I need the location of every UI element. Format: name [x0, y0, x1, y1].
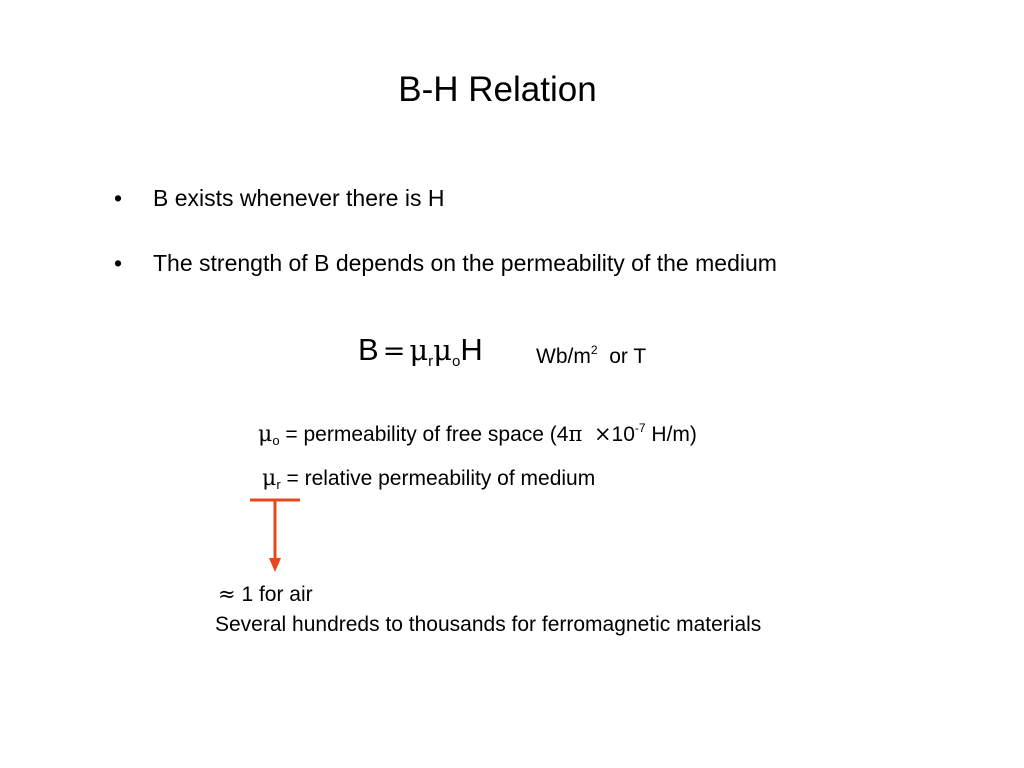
mu-r-text: = relative permeability of medium — [286, 467, 596, 490]
approx-symbol: ≈ — [218, 582, 236, 606]
pi-symbol: π — [568, 422, 583, 446]
mu-r-definition — [262, 465, 595, 499]
note-air-text: 1 for air — [241, 583, 313, 606]
down-arrow-icon — [248, 496, 308, 574]
bullet-text-2: The strength of B depends on the permeability of the medium — [153, 250, 777, 276]
bullet-item-1 — [114, 183, 444, 213]
mu-o-definition — [258, 414, 697, 455]
note-air — [218, 580, 313, 609]
mu-o-sub: o — [272, 433, 280, 448]
mu-o-base: 10 — [611, 423, 635, 446]
note-ferro: Several hundreds to thousands for ferromagnetic materials — [215, 613, 762, 636]
formula-equals: = — [382, 336, 406, 367]
unit-exponent: 2 — [590, 343, 598, 357]
bh-formula — [358, 330, 483, 382]
bullet-icon: • — [114, 185, 123, 211]
unit-alt: or T — [609, 345, 647, 368]
mu-r-symbol: μ — [262, 466, 277, 491]
formula-mu-o: μ — [433, 333, 453, 367]
slide-title: B-H Relation — [398, 70, 597, 109]
bullet-icon: • — [114, 250, 123, 276]
formula-sub-r: r — [428, 353, 434, 370]
mu-o-tail: H/m) — [651, 423, 697, 446]
mu-o-text: = permeability of free space (4 — [285, 423, 569, 446]
bullet-item-2 — [114, 248, 777, 278]
unit-base: Wb/m — [536, 345, 591, 368]
times-symbol: × — [593, 422, 612, 446]
mu-o-exponent: -7 — [634, 421, 646, 435]
formula-b: B — [358, 332, 379, 367]
mu-o-symbol: μ — [258, 422, 273, 447]
formula-mu-r: μ — [409, 333, 429, 367]
formula-unit — [536, 336, 646, 371]
arrow-head — [269, 558, 281, 572]
mu-r-sub: r — [276, 477, 281, 492]
formula-h: H — [460, 332, 483, 367]
bullet-text-1: B exists whenever there is H — [153, 185, 445, 211]
formula-sub-o: o — [452, 353, 461, 370]
